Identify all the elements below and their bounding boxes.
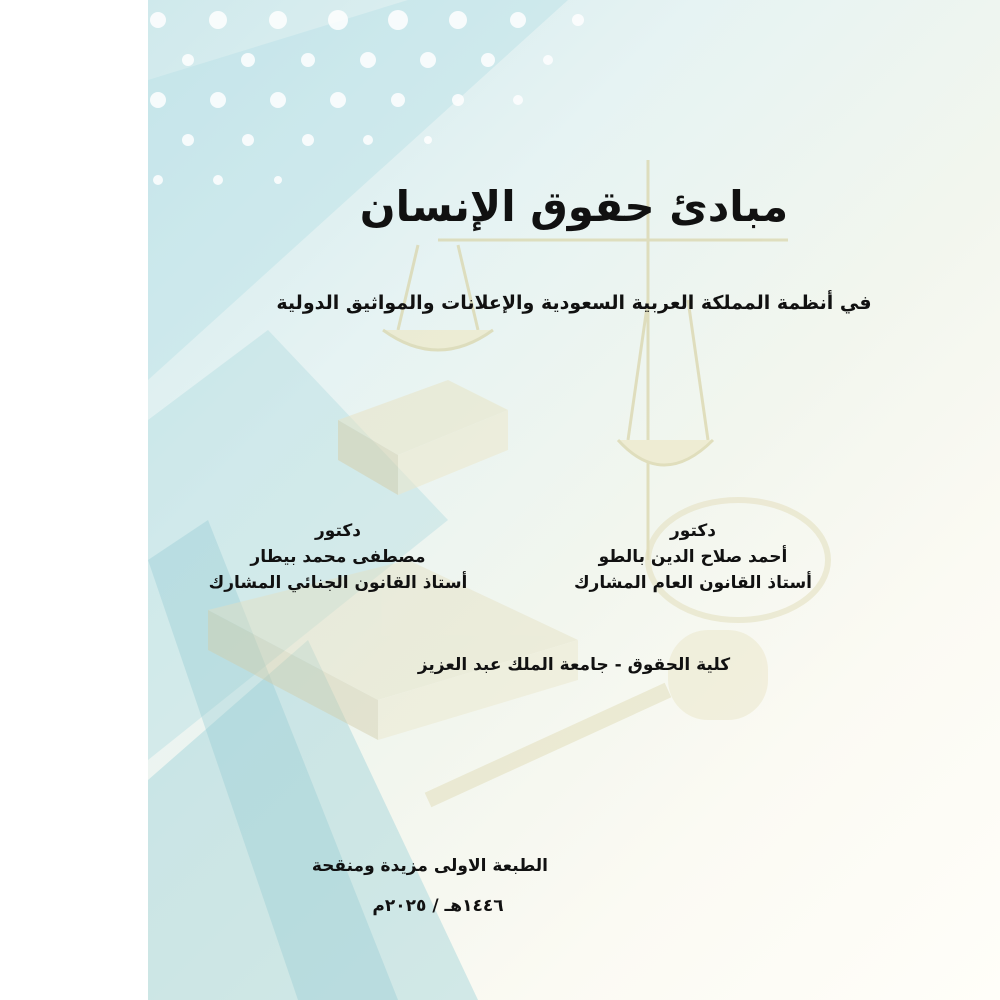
page-margin xyxy=(0,0,148,1000)
author-1-position: أستاذ القانون العام المشارك xyxy=(573,573,813,593)
author-block-2 xyxy=(178,518,498,596)
book-subtitle: في أنظمة المملكة العربية السعودية والإعلانات والمواثيق الدولية xyxy=(276,292,872,314)
author-2-name: مصطفى محمد بيطار xyxy=(250,547,426,567)
author-block-1 xyxy=(543,518,843,596)
publication-date: ١٤٤٦هـ / ٢٠٢٥م xyxy=(372,896,504,916)
author-2-position: أستاذ القانون الجنائي المشارك xyxy=(208,573,468,593)
author-1-name: أحمد صلاح الدين بالطو xyxy=(598,547,788,567)
author-2-prefix: دكتور xyxy=(315,521,361,541)
book-title: مبادئ حقوق الإنسان xyxy=(359,182,789,231)
author-1-prefix: دكتور xyxy=(670,521,716,541)
cover-background-art xyxy=(148,0,1000,1000)
institution: كلية الحقوق - جامعة الملك عبد العزيز xyxy=(417,655,731,675)
edition: الطبعة الاولى مزيدة ومنقحة xyxy=(311,856,548,876)
book-cover xyxy=(148,0,1000,1000)
